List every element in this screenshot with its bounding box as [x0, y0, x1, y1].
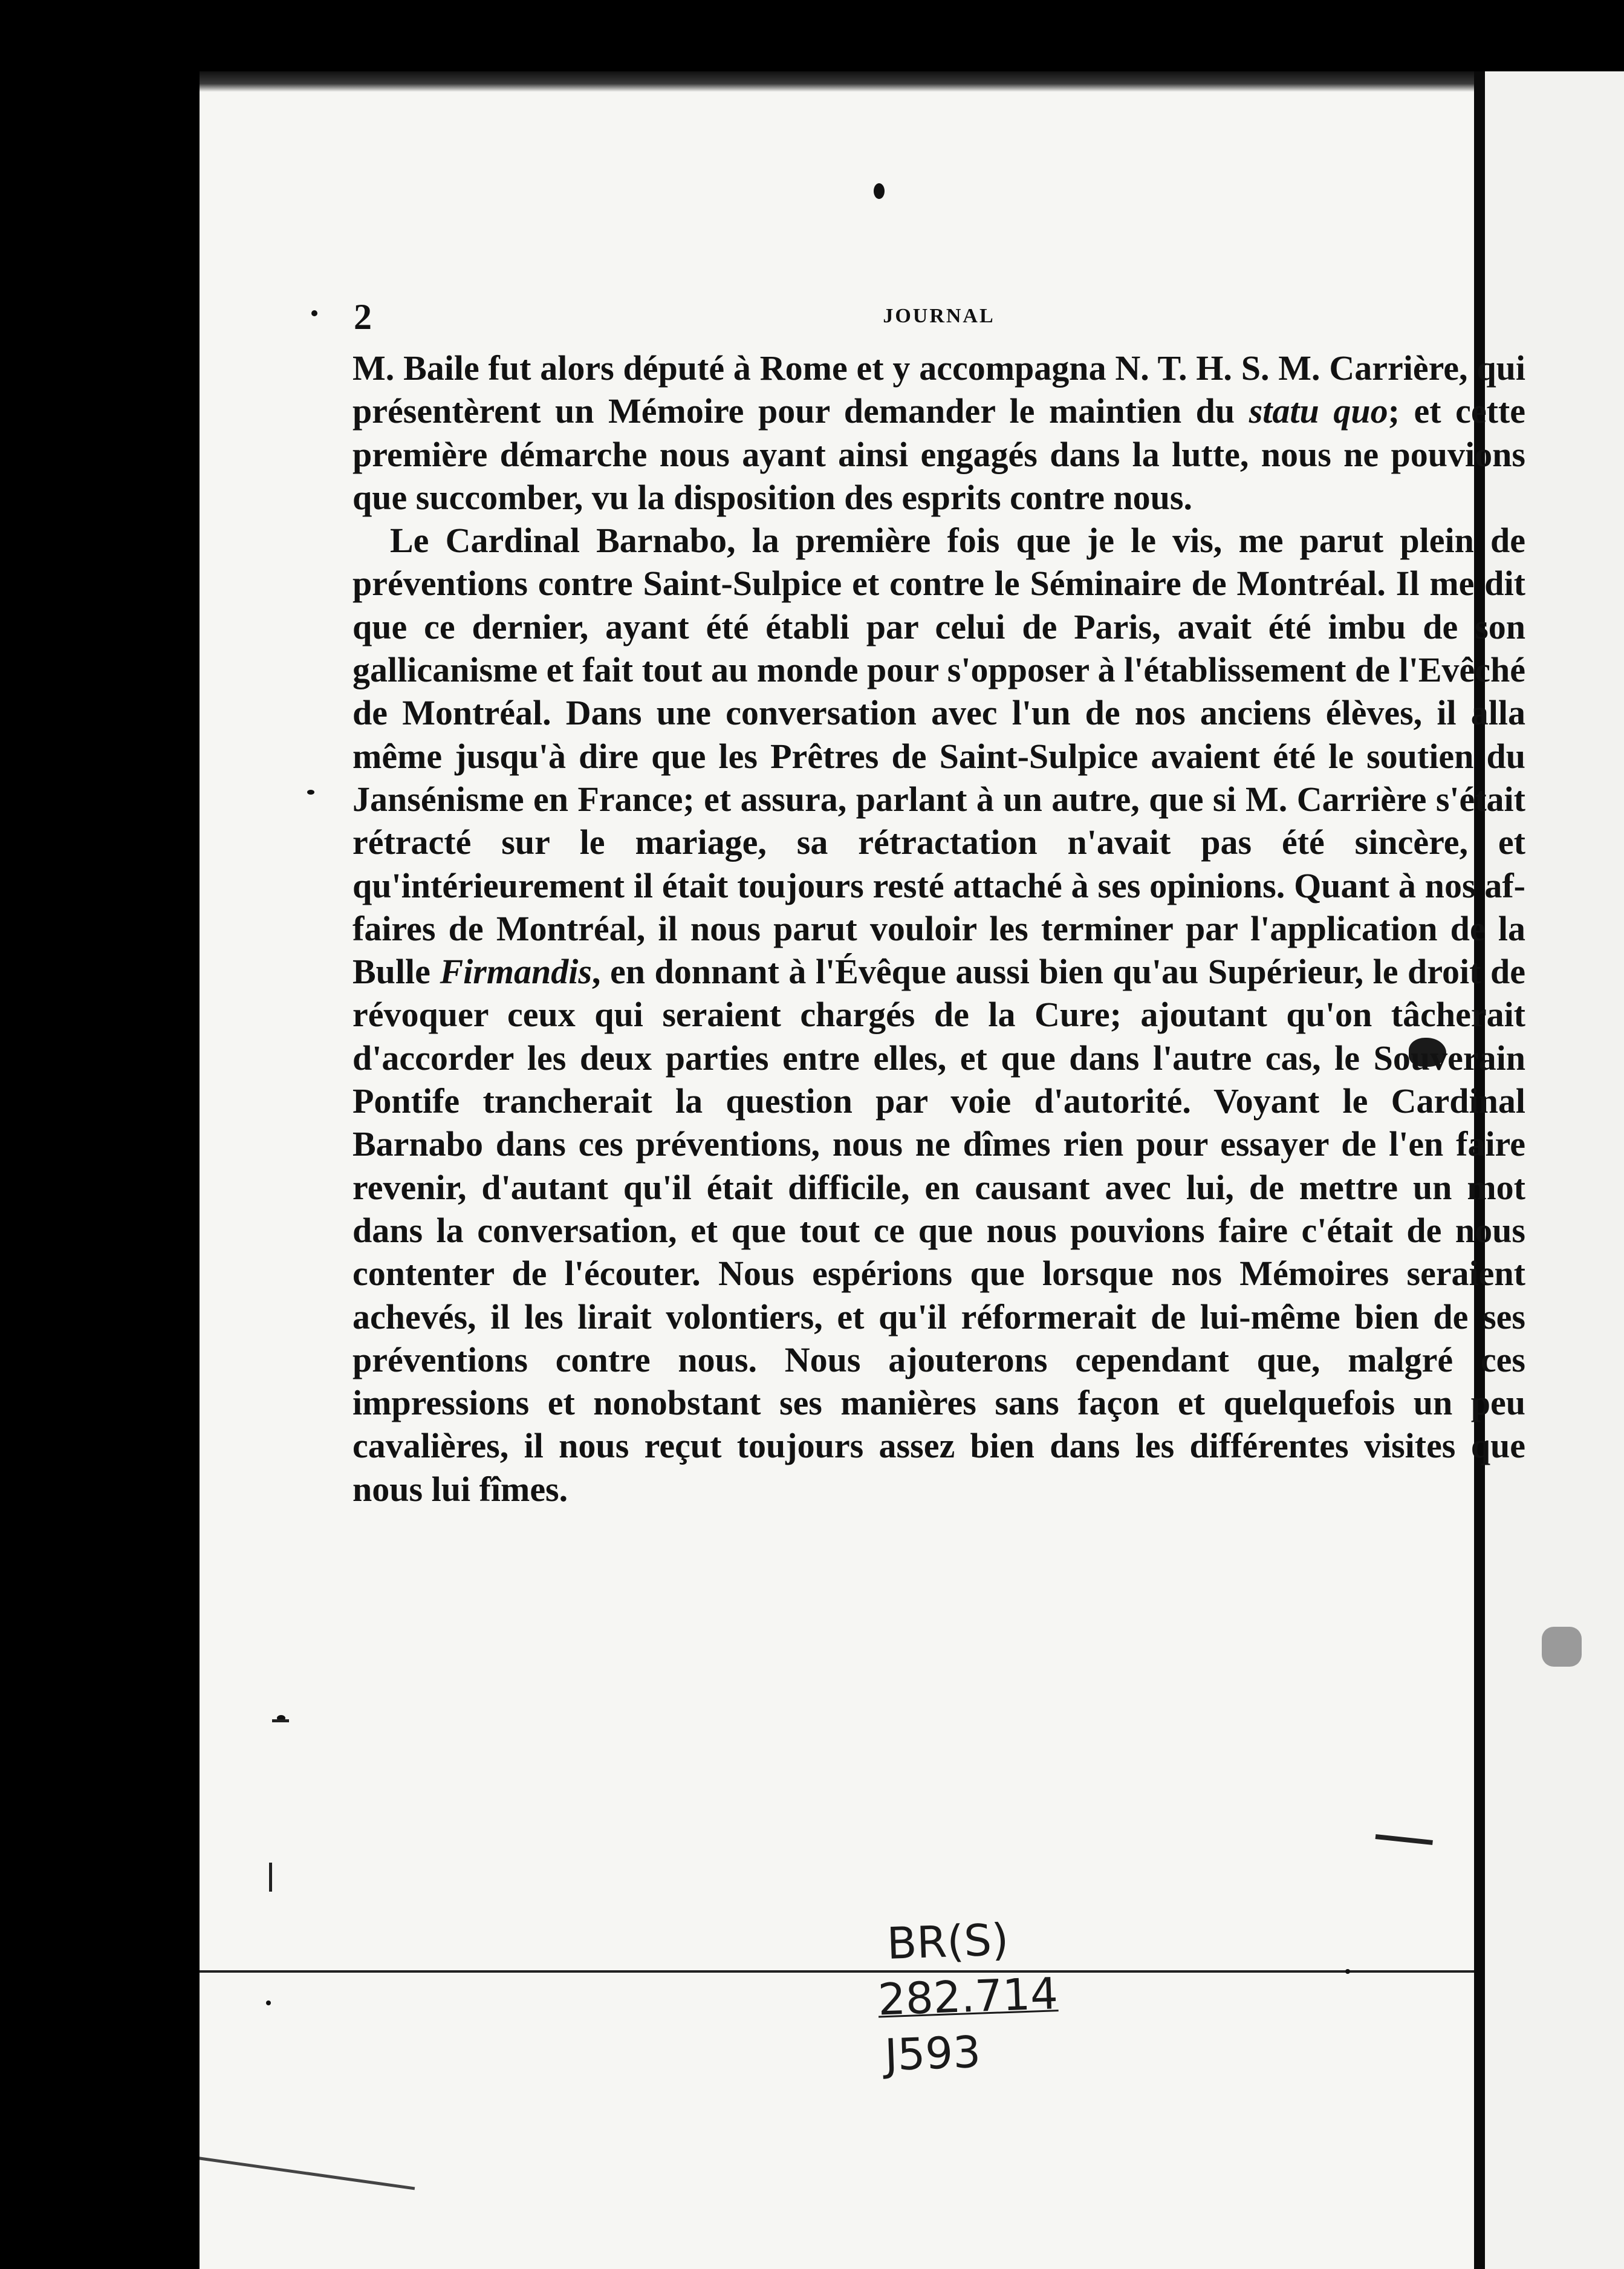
scanned-page [200, 71, 1624, 2269]
paragraph [352, 519, 1525, 1511]
text-run: , en donnant à l'Évêque aussi bien qu'au Supérieur, le droit de révoquer ceux qui seraient chargés de la Cure; ajoutant qu'on tâcherait d'accorder les deux parties entre elles, et que dans l'autre cas, le Souverain Pontife trancherait la question par voie d'autorité. Voyant le Cardinal Barnabo dans ces préventions, nous ne dîmes rien pour essayer de l'en faire revenir, d'autant qu'il était difficile, en causant avec lui, de mettre un mot dans la conversation, et que tout ce que nous pouvions faire c'était de nous contenter de l'écouter. Nous espérions que lorsque nos Mémoires seraient achevés, il les lirait volontiers, et qu'il réformerait de lui-même bien de ses préventions contre nous. Nous ajouterons cependant que, malgré ces impressions et nonobstant ses manières sans façon et quelquefois un peu cavalières, il nous reçut toujours assez bien dans les différentes visites que nous lui fîmes. [352, 952, 1525, 1509]
body-text [352, 347, 1525, 1511]
paragraph [352, 347, 1525, 519]
text-run: M. Baile fut alors député à Rome et y accompagna N. T. H. S. M. Carrière, qui présentèrent un Mémoire pour demander le maintien du [352, 348, 1525, 431]
running-title: JOURNAL [883, 305, 995, 327]
page-number: 2 [354, 297, 372, 337]
call-number-line: J593 [883, 2026, 982, 2081]
ink-stroke [269, 1863, 272, 1892]
text-run: Le Cardinal Barnabo, la première fois que je le vis, me parut plein de préventions contre Saint-Sulpice et contre le Séminaire de Montréal. Il me dit que ce dernier, ayant été établi par celui de Paris, avait été imbu de son gallicanisme et fait tout au monde pour s'opposer à l'établissement de l'Evêché de Montréal. Dans une conversation avec l'un de nos anciens élèves, il alla même jusqu'à dire que les Prêtres de Saint-Sulpice avaient été le soutien du Jansénisme en France; et assura, parlant à un autre, que si M. Carrière s'était rétracté sur le mariage, sa rétractation n'avait pas été sincère, et qu'intérieurement il était toujours resté attaché à ses opinions. Quant à nos affaires de Montréal, il nous parut vouloir les terminer par l'application de la Bulle [352, 521, 1525, 992]
grey-smudge [1542, 1627, 1582, 1667]
call-number-line: BR(S) [886, 1913, 1010, 1969]
speck [874, 183, 885, 199]
running-head [354, 296, 1524, 351]
text-run: ; et cette première démarche nous ayant ainsi engagés dans la lutte, nous ne pouvions que succomber, vu la disposition des esprits contre nous. [352, 391, 1525, 517]
handwritten-call-number [877, 1910, 1060, 2083]
bottom-rule [200, 1970, 1474, 1973]
italic-term: statu quo [1249, 391, 1388, 431]
ink-stroke [1376, 1834, 1433, 1845]
ink-stroke [200, 2152, 415, 2190]
speck [1345, 1969, 1350, 1974]
speck [266, 2000, 271, 2005]
call-number-line: 282.714 [877, 1968, 1059, 2025]
scan-top-edge [200, 71, 1624, 92]
speck [311, 310, 317, 316]
italic-term: Firmandis [440, 952, 592, 992]
ink-stroke [272, 1719, 289, 1722]
speck [307, 790, 314, 795]
